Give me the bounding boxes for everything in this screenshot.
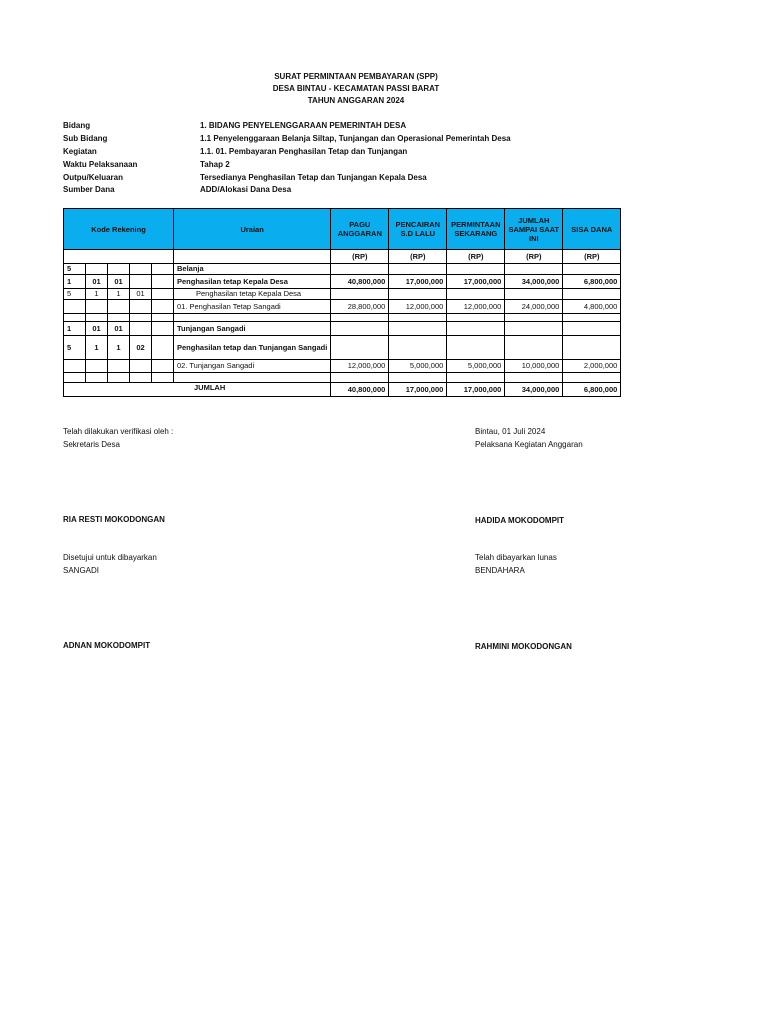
kode-cell <box>130 360 152 373</box>
treasurer-name: RAHMINI MOKODONGAN <box>475 642 572 651</box>
kode-cell: 1 <box>64 322 86 336</box>
info-label: Sub Bidang <box>63 134 108 143</box>
kode-cell <box>86 360 108 373</box>
unit-cell: (RP) <box>389 250 447 264</box>
uraian-cell: Tunjangan Sangadi <box>174 322 331 336</box>
jumlah-cell <box>505 322 563 336</box>
verification-text: Telah dilakukan verifikasi oleh : <box>63 427 174 436</box>
kode-cell: 1 <box>86 336 108 360</box>
sisa-cell: 4,800,000 <box>563 300 621 314</box>
permintaan-cell: 17,000,000 <box>447 275 505 289</box>
unit-cell: (RP) <box>331 250 389 264</box>
pagu-cell <box>331 322 389 336</box>
header-jumlah: JUMLAH SAMPAI SAAT INI <box>505 209 563 250</box>
sisa-cell <box>563 336 621 360</box>
header-kode-rekening: Kode Rekening <box>64 209 174 250</box>
uraian-cell: Penghasilan tetap Kepala Desa <box>174 289 331 300</box>
table-row <box>64 314 621 322</box>
executor-name: HADIDA MOKODOMPIT <box>475 516 565 525</box>
total-row <box>64 383 621 397</box>
jumlah-cell <box>505 336 563 360</box>
pencairan-cell: 12,000,000 <box>389 300 447 314</box>
permintaan-cell: 12,000,000 <box>447 300 505 314</box>
kode-cell <box>130 300 152 314</box>
pagu-cell: 12,000,000 <box>331 360 389 373</box>
info-label: Kegiatan <box>63 147 97 156</box>
table-row <box>64 373 621 383</box>
sisa-cell <box>563 322 621 336</box>
uraian-cell: 02. Tunjangan Sangadi <box>174 360 331 373</box>
kode-cell: 1 <box>108 336 130 360</box>
kode-cell: 01 <box>130 289 152 300</box>
pencairan-cell: 17,000,000 <box>389 275 447 289</box>
kode-cell: 5 <box>64 264 86 275</box>
header-pagu: PAGU ANGGARAN <box>331 209 389 250</box>
kode-cell: 1 <box>64 275 86 289</box>
table-row <box>64 336 621 360</box>
sisa-cell: 2,000,000 <box>563 360 621 373</box>
secretary-role: Sekretaris Desa <box>63 440 120 449</box>
table-row <box>64 289 621 300</box>
table-row <box>64 275 621 289</box>
jumlah-cell: 34,000,000 <box>505 275 563 289</box>
info-label: Sumber Dana <box>63 185 115 194</box>
total-label: JUMLAH <box>64 383 331 397</box>
info-value: ADD/Alokasi Dana Desa <box>200 185 292 194</box>
date-place: Bintau, 01 Juli 2024 <box>475 427 546 436</box>
kode-cell <box>86 300 108 314</box>
uraian-cell: Penghasilan tetap Kepala Desa <box>174 275 331 289</box>
kode-cell <box>64 360 86 373</box>
pagu-cell: 40,800,000 <box>331 275 389 289</box>
header-permintaan: PERMINTAAN SEKARANG <box>447 209 505 250</box>
kode-cell <box>108 264 130 275</box>
pencairan-cell <box>389 264 447 275</box>
unit-cell: (RP) <box>563 250 621 264</box>
total-jumlah: 34,000,000 <box>505 383 563 397</box>
kode-cell <box>130 275 152 289</box>
total-pencairan: 17,000,000 <box>389 383 447 397</box>
unit-cell: (RP) <box>505 250 563 264</box>
fiscal-year: TAHUN ANGGARAN 2024 <box>307 96 405 105</box>
kode-cell: 01 <box>108 322 130 336</box>
pencairan-cell <box>389 322 447 336</box>
kode-cell: 1 <box>108 289 130 300</box>
total-sisa: 6,800,000 <box>563 383 621 397</box>
permintaan-cell <box>447 264 505 275</box>
spp-table <box>63 208 621 397</box>
kode-cell: 01 <box>86 322 108 336</box>
info-value: Tahap 2 <box>200 160 230 169</box>
header-sisa: SISA DANA <box>563 209 621 250</box>
sisa-cell: 6,800,000 <box>563 275 621 289</box>
pencairan-cell <box>389 336 447 360</box>
info-value: 1. BIDANG PENYELENGGARAAN PEMERINTAH DESA <box>200 121 407 130</box>
pencairan-cell: 5,000,000 <box>389 360 447 373</box>
table-row <box>64 322 621 336</box>
sisa-cell <box>563 289 621 300</box>
unit-cell: (RP) <box>447 250 505 264</box>
jumlah-cell <box>505 289 563 300</box>
info-value: Tersedianya Penghasilan Tetap dan Tunjangan Kepala Desa <box>200 173 427 182</box>
kode-cell <box>108 300 130 314</box>
info-label: Waktu Pelaksanaan <box>63 160 138 169</box>
pagu-cell <box>331 336 389 360</box>
sisa-cell <box>563 264 621 275</box>
kode-cell: 02 <box>130 336 152 360</box>
info-value: 1.1 Penyelenggaraan Belanja Siltap, Tunjangan dan Operasional Pemerintah Desa <box>200 134 511 143</box>
jumlah-cell: 24,000,000 <box>505 300 563 314</box>
kode-cell <box>108 360 130 373</box>
uraian-cell: 01. Penghasilan Tetap Sangadi <box>174 300 331 314</box>
info-value: 1.1. 01. Pembayaran Penghasilan Tetap dan Tunjangan <box>200 147 408 156</box>
jumlah-cell <box>505 264 563 275</box>
village-subtitle: DESA BINTAU - KECAMATAN PASSI BARAT <box>272 84 440 93</box>
kode-cell <box>130 322 152 336</box>
table-row <box>64 360 621 373</box>
permintaan-cell <box>447 322 505 336</box>
jumlah-cell: 10,000,000 <box>505 360 563 373</box>
paid-text: Telah dibayarkan lunas <box>475 553 557 562</box>
table-row <box>64 264 621 275</box>
kode-cell <box>86 264 108 275</box>
table-header-row <box>64 209 621 250</box>
treasurer-role: BENDAHARA <box>475 566 525 575</box>
kode-cell <box>130 264 152 275</box>
pencairan-cell <box>389 289 447 300</box>
kode-cell: 1 <box>86 289 108 300</box>
head-name: ADNAN MOKODOMPIT <box>63 641 151 650</box>
unit-row <box>64 250 621 264</box>
executor-role: Pelaksana Kegiatan Anggaran <box>475 440 583 449</box>
permintaan-cell <box>447 336 505 360</box>
pagu-cell <box>331 264 389 275</box>
kode-cell: 5 <box>64 289 86 300</box>
permintaan-cell: 5,000,000 <box>447 360 505 373</box>
kode-cell: 01 <box>86 275 108 289</box>
head-role: SANGADI <box>63 566 100 575</box>
kode-cell <box>64 300 86 314</box>
pagu-cell: 28,800,000 <box>331 300 389 314</box>
total-pagu: 40,800,000 <box>331 383 389 397</box>
header-pencairan: PENCAIRAN S.D LALU <box>389 209 447 250</box>
info-label: Outpu/Keluaran <box>63 173 124 182</box>
secretary-name: RIA RESTI MOKODONGAN <box>63 515 165 524</box>
document-title: SURAT PERMINTAAN PEMBAYARAN (SPP) <box>274 72 438 81</box>
approval-text: Disetujui untuk dibayarkan <box>63 553 157 562</box>
kode-cell: 01 <box>108 275 130 289</box>
header-uraian: Uraian <box>174 209 331 250</box>
table-row <box>64 300 621 314</box>
uraian-cell: Belanja <box>174 264 331 275</box>
kode-cell: 5 <box>64 336 86 360</box>
uraian-cell: Penghasilan tetap dan Tunjangan Sangadi <box>174 336 331 360</box>
info-label: Bidang <box>63 121 91 130</box>
permintaan-cell <box>447 289 505 300</box>
pagu-cell <box>331 289 389 300</box>
total-permintaan: 17,000,000 <box>447 383 505 397</box>
